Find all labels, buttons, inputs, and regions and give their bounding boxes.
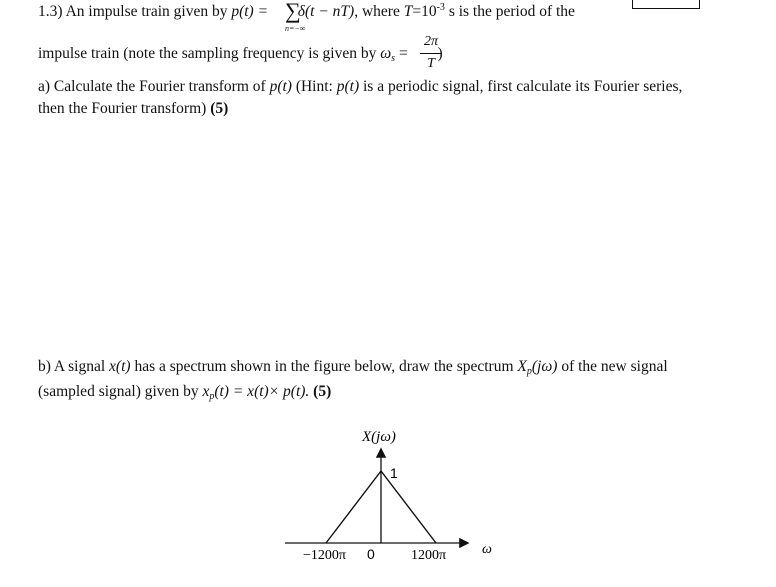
- period-text: s is the period of the: [448, 3, 575, 20]
- sum-lower-limit: n=−∞: [285, 24, 306, 33]
- y-axis-label: X(jω): [362, 429, 396, 445]
- xp-expression: (t) = x(t)× p(t).: [214, 383, 310, 400]
- fraction-denominator: T: [427, 56, 435, 71]
- right-tick-label: 1200π: [411, 548, 447, 563]
- T-value: =10: [412, 3, 437, 20]
- Xp-argument: (jω): [531, 358, 558, 375]
- part-a-text1: a) Calculate the Fourier transform of: [38, 78, 266, 95]
- line2-text: impulse train (note the sampling frequency is given by: [38, 45, 377, 62]
- T-symbol: T: [403, 3, 413, 20]
- part-b-text1: b) A signal: [38, 358, 106, 375]
- part-a-marks: (5): [210, 100, 229, 117]
- omega-s-subscript: s: [391, 53, 396, 64]
- p-lhs: p(t) =: [231, 3, 269, 20]
- T-exponent: -3: [436, 2, 445, 13]
- p-of-t-2: p(t): [336, 78, 360, 95]
- part-a-text3: then the Fourier transform): [38, 100, 207, 117]
- part-b-marks: (5): [313, 383, 332, 400]
- Xp-symbol: X: [517, 358, 527, 375]
- xp-subscript: p: [209, 391, 215, 402]
- sum-symbol: ∑: [285, 0, 301, 23]
- problem-number: 1.3): [38, 3, 63, 20]
- omega-s: ω: [380, 45, 392, 62]
- peak-label: 1: [390, 465, 398, 481]
- equals-sign: =: [398, 45, 408, 62]
- delta-expression: δ(t − nT): [297, 3, 355, 20]
- p-of-t-1: p(t): [269, 78, 292, 95]
- problem-intro: An impulse train given by: [65, 3, 228, 20]
- Xp-subscript: p: [526, 366, 532, 377]
- fraction-numerator: 2π: [423, 34, 438, 49]
- x-of-t: x(t): [109, 358, 131, 375]
- part-a-hint: (Hint:: [295, 78, 333, 95]
- where-text: , where: [354, 3, 400, 20]
- left-tick-label: −1200π: [303, 548, 346, 563]
- part-b-text3: of the new signal: [561, 358, 668, 375]
- part-b-text2: has a spectrum shown in the figure below, draw the spectrum: [134, 358, 514, 375]
- xp-symbol: x: [202, 383, 210, 400]
- origin-label: 0: [367, 546, 375, 562]
- x-axis-label: ω: [482, 542, 492, 557]
- part-a-text2: is a periodic signal, first calculate its Fourier series,: [363, 78, 683, 95]
- part-b-text4: (sampled signal) given by: [38, 383, 199, 400]
